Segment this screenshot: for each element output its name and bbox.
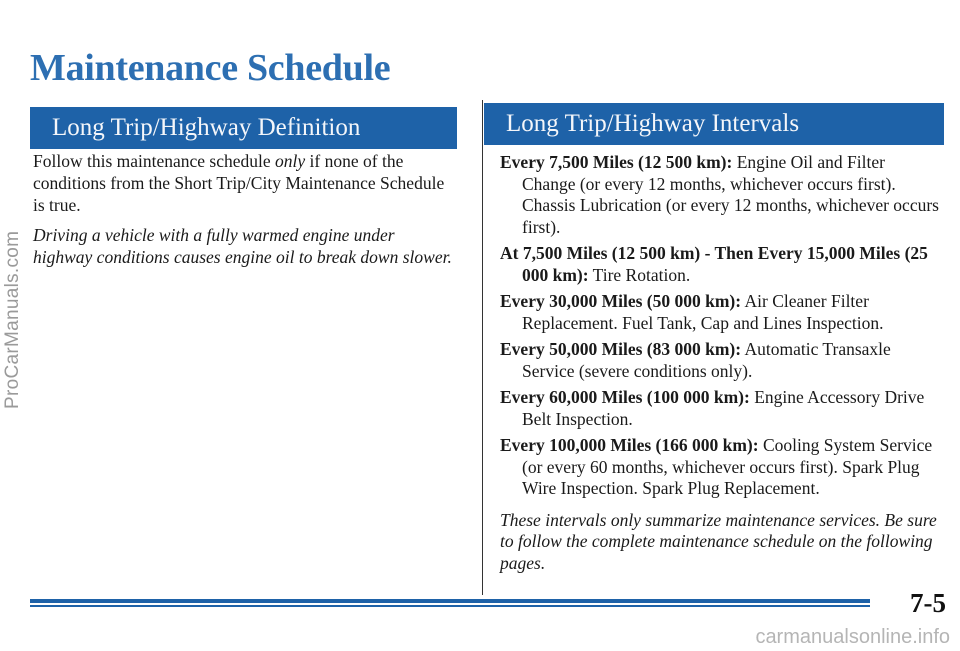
definition-column — [33, 150, 453, 274]
interval-text: Air Cleaner Filter Replacement. Fuel Tank, Cap and Lines Inspection. — [522, 291, 884, 333]
interval-entry — [500, 387, 940, 430]
interval-text: Tire Rotation. — [588, 264, 691, 285]
watermark-procarmanuals: ProCarManuals.com — [2, 230, 23, 410]
interval-label: Every 7,500 Miles (12 500 km): — [500, 152, 733, 172]
interval-entry — [500, 152, 940, 238]
interval-entry — [500, 339, 940, 382]
interval-label: Every 60,000 Miles (100 000 km): — [500, 387, 750, 407]
summary-note: These intervals only summarize maintenance services. Be sure to follow the complete maintenance schedule on the following pages. — [500, 509, 937, 573]
interval-text: Automatic Transaxle Service (severe conditions only). — [522, 339, 891, 381]
column-divider — [482, 100, 483, 595]
definition-emphasis: only — [275, 151, 306, 171]
definition-text-start: Follow this maintenance schedule — [33, 151, 276, 171]
section-heading-definition: Long Trip/Highway Definition — [30, 107, 457, 149]
interval-entry — [500, 243, 940, 286]
definition-text-end: if none of the conditions from the Short Trip/City Maintenance Schedule is true. — [33, 151, 445, 215]
interval-text: Engine Accessory Drive Belt Inspection. — [522, 387, 925, 429]
intervals-column — [500, 152, 940, 574]
interval-label: Every 100,000 Miles (166 000 km): — [500, 435, 759, 455]
page-number: 7-5 — [910, 588, 946, 618]
interval-label: At 7,500 Miles (12 500 km) - Then Every 15,000 Miles (25 000 km): — [500, 243, 928, 285]
footer-rule-thin — [30, 605, 870, 607]
definition-note: Driving a vehicle with a fully warmed engine under highway conditions causes engine oil to break down slower. — [33, 225, 452, 267]
section-heading-intervals: Long Trip/Highway Intervals — [484, 103, 944, 145]
footer-rule — [30, 599, 870, 603]
interval-entry — [500, 291, 940, 334]
interval-entry — [500, 435, 940, 500]
page-title: Maintenance Schedule — [30, 47, 391, 89]
interval-label: Every 50,000 Miles (83 000 km): — [500, 339, 742, 359]
interval-text: Cooling System Service (or every 60 months, whichever occurs first). Spark Plug Wire Inspection. Spark Plug Replacement. — [522, 435, 933, 498]
interval-text: Engine Oil and Filter Change (or every 12 months, whichever occurs first). Chassis Lubrication (or every 12 months, whichever occurs first). — [522, 152, 939, 237]
interval-label: Every 30,000 Miles (50 000 km): — [500, 291, 742, 311]
watermark-carmanualsonline: carmanualsonline.info — [755, 626, 950, 648]
definition-paragraph — [33, 150, 453, 216]
